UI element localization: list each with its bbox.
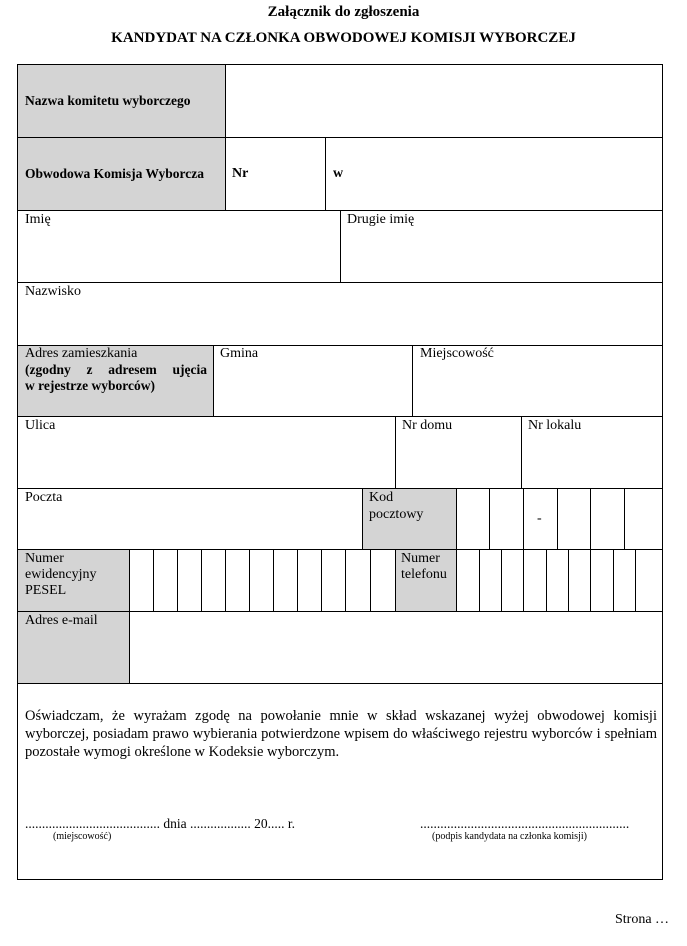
first-name-label: Imię: [25, 212, 51, 227]
signature-caption: (podpis kandydata na członka komisji): [432, 831, 587, 842]
committee-label: Nazwa komitetu wyborczego: [25, 93, 191, 108]
apartment-number-label: Nr lokalu: [528, 418, 582, 433]
row-divider: [17, 683, 663, 684]
postal-code-label-line1: Kod: [369, 490, 394, 505]
phone-label-line2: telefonu: [401, 567, 447, 582]
address-note-line2: w rejestrze wyborców): [25, 378, 155, 393]
signature-line[interactable]: ..............................................................: [420, 816, 630, 831]
surname-label: Nazwisko: [25, 284, 81, 299]
form-title: KANDYDAT NA CZŁONKA OBWODOWEJ KOMISJI WYBORCZEJ: [111, 30, 576, 46]
commission-label: Obwodowa Komisja Wyborcza: [25, 166, 205, 181]
place-date-line[interactable]: ........................................ dnia .................. 20..... r.: [25, 816, 295, 831]
pesel-label-line1: Numer: [25, 551, 64, 566]
place-caption: (miejscowość): [53, 831, 112, 842]
postal-code-label-line2: pocztowy: [369, 507, 424, 522]
email-field[interactable]: [130, 612, 662, 683]
phone-label-line1: Numer: [401, 551, 440, 566]
second-name-label: Drugie imię: [347, 212, 415, 227]
pesel-field[interactable]: [130, 550, 395, 611]
postal-code-separator: -: [537, 511, 542, 526]
email-label: Adres e-mail: [25, 613, 98, 628]
surname-field[interactable]: [18, 283, 662, 345]
column-divider: [395, 549, 396, 611]
phone-field[interactable]: [457, 550, 662, 611]
locality-label: Miejscowość: [420, 346, 494, 361]
house-number-label: Nr domu: [402, 418, 453, 433]
post-office-label: Poczta: [25, 490, 63, 505]
page-number: Strona …: [615, 912, 670, 927]
street-field[interactable]: [18, 417, 395, 488]
location-label: w: [333, 166, 344, 181]
declaration-text: Oświadczam, że wyrażam zgodę na powołanie mnie w skład wskazanej wyżej obwodowej komisji wyborczej, posiadam prawo wybierania potwierdzone wpisem do właściwego rejestru wyborców i spełniam pozostałe wymogi określone w Kodeksie wyborczym.: [25, 708, 657, 760]
attachment-title: Załącznik do zgłoszenia: [267, 4, 420, 20]
commission-location-field[interactable]: [326, 138, 662, 210]
post-office-field[interactable]: [18, 489, 362, 549]
number-label: Nr: [232, 166, 249, 181]
address-label: Adres zamieszkania: [25, 346, 138, 361]
postal-code-field[interactable]: [457, 489, 662, 549]
committee-name-field[interactable]: [226, 65, 662, 137]
address-note-line1: (zgodny z adresem ujęcia: [25, 362, 207, 377]
first-name-field[interactable]: [18, 211, 340, 282]
pesel-label-line2: ewidencyjny: [25, 567, 97, 582]
municipality-label: Gmina: [220, 346, 259, 361]
pesel-label-line3: PESEL: [25, 583, 67, 598]
street-label: Ulica: [25, 418, 56, 433]
column-divider: [362, 488, 363, 549]
